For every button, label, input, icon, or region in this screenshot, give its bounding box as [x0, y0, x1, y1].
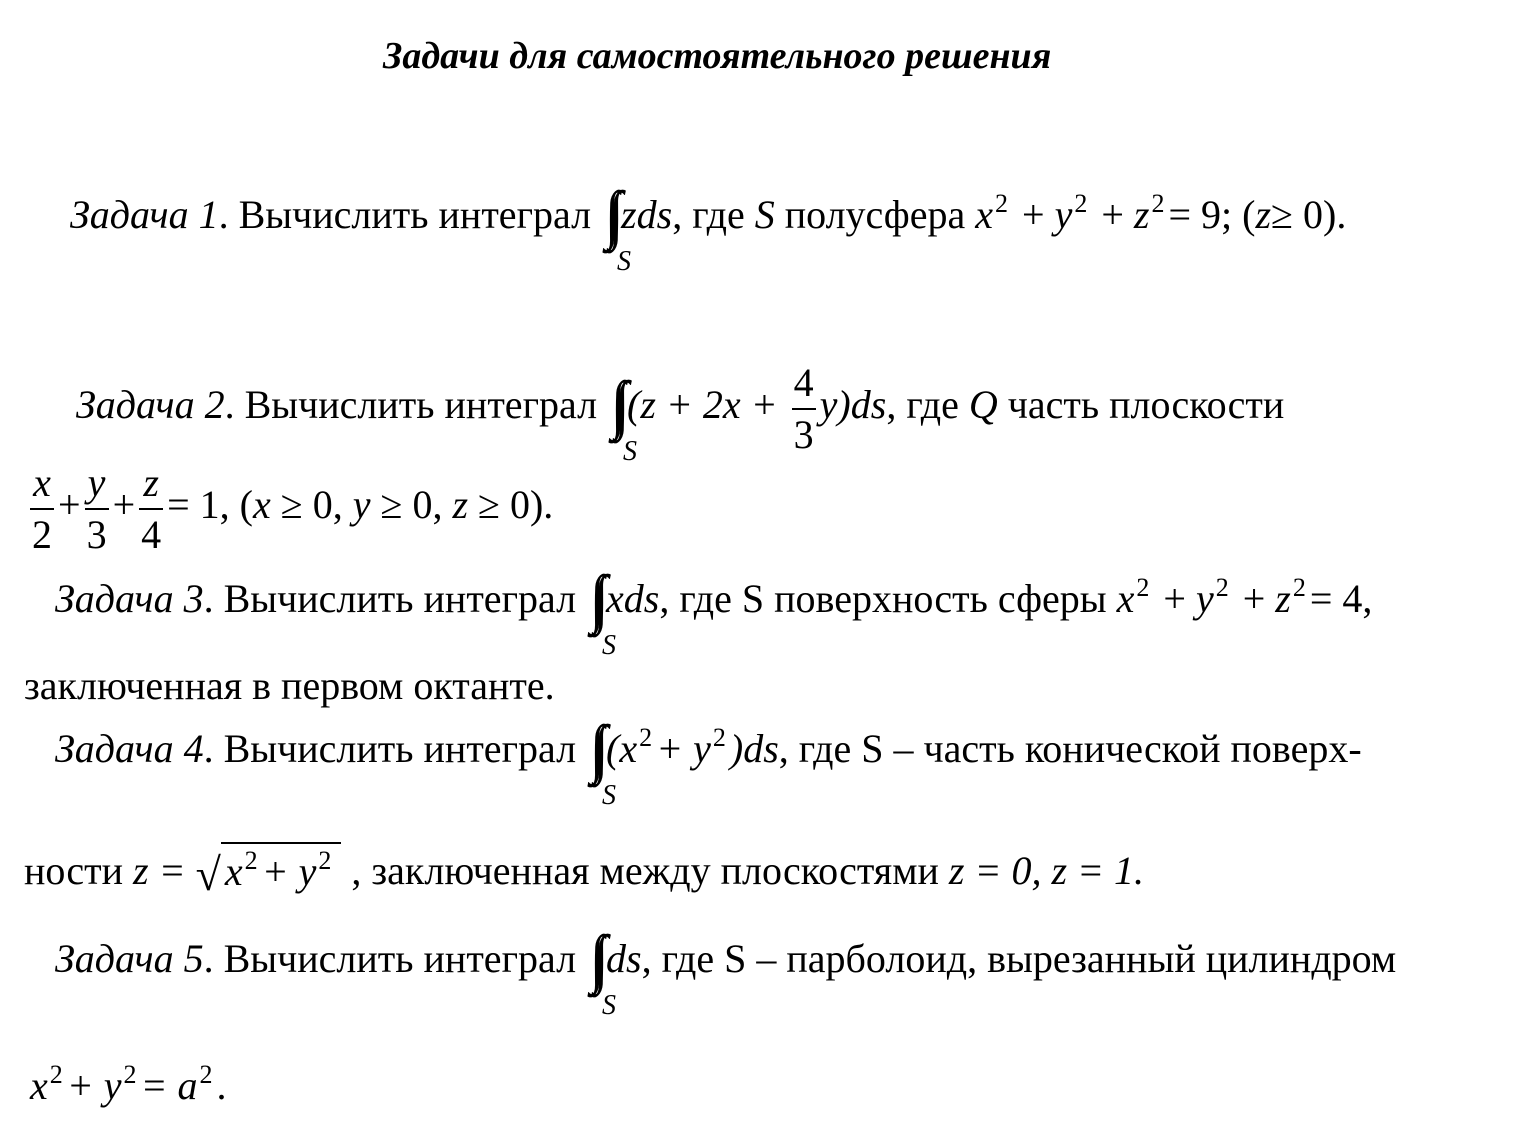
integral-domain: S: [617, 246, 632, 277]
sqrt-y: + y: [261, 849, 317, 894]
region-word: полусфера: [784, 192, 966, 237]
power: 2: [244, 846, 258, 875]
region-var: S: [754, 192, 775, 237]
problem-4: Задача 4. Вычислить интеграл S ($x^2 + y^2$ )ds, где S – часть конической поверх-: [55, 723, 1362, 811]
text-after: , где: [672, 192, 745, 237]
integral-domain: S: [602, 630, 617, 661]
cone-lhs: z =: [133, 848, 186, 893]
fraction: [30, 462, 54, 556]
plane-equation: $\frac{x}{2}$ + $\frac{y}{3}$ + $\frac{z}{4}$ = 1, (x ≥ 0, y ≥ 0, z ≥ 0).: [32, 460, 554, 557]
condition: ≥ 0).: [1271, 192, 1347, 237]
cond-2: ≥ 0,: [380, 482, 443, 528]
frac-den: 3: [86, 512, 107, 557]
sqrt-body: [221, 842, 342, 892]
integral-domain: S: [623, 436, 638, 468]
cond-1: ≥ 0,: [280, 482, 343, 528]
power: 2: [712, 723, 726, 752]
problem-5: Задача 5. Вычислить интеграл S ds, где S – парболоид, вырезанный цилиндром: [55, 936, 1397, 1021]
frac-den: 4: [141, 512, 162, 557]
fraction: [792, 362, 816, 456]
eq-y: y: [1054, 192, 1073, 237]
problem-label: Задача 5: [55, 936, 204, 981]
cyl-y: + y: [66, 1063, 122, 1108]
cont-word: ности: [24, 848, 124, 893]
text-after: , где S – парболоид, вырезанный цилиндром: [641, 936, 1397, 981]
power: 2: [123, 1060, 137, 1089]
power: 2: [639, 723, 653, 752]
cond-var: z: [1255, 192, 1272, 237]
integral-domain: S: [602, 990, 617, 1021]
integrand: zds: [621, 192, 673, 237]
cyl-a: = a: [140, 1063, 198, 1108]
power: 2: [199, 1060, 213, 1089]
eq-rhs: = 4,: [1309, 576, 1373, 621]
problem-label: Задача 2: [76, 382, 225, 428]
equation: $x^2 + y^2 + z^2 = 9$; (z≥ 0).: [975, 189, 1347, 237]
frac-num: x: [33, 460, 51, 505]
power: 2: [995, 189, 1008, 218]
problem-verb: Вычислить интеграл: [223, 936, 577, 981]
problem-verb: Вычислить интеграл: [223, 726, 577, 771]
problem-verb: Вычислить интеграл: [238, 192, 592, 237]
equation: $x^2 + y^2 + z^2 = 4$,: [1116, 573, 1373, 621]
cond-3: ≥ 0).: [478, 482, 554, 528]
cond-y: y: [352, 482, 371, 528]
cond-z: z: [452, 482, 469, 528]
power: 2: [318, 846, 332, 875]
problem-verb: Вычислить интеграл: [223, 576, 577, 621]
integrand-mid: + y: [656, 726, 711, 771]
problem-2: Задача 2. Вычислить интеграл S (z + 2x + $\frac{4}{3}$ y)ds, где Q часть плоскости: [76, 360, 1285, 468]
sqrt-icon: √: [195, 849, 221, 900]
cyl-x: x: [30, 1063, 48, 1108]
square-root: [195, 842, 342, 900]
plane-rhs: = 1, (: [167, 482, 254, 528]
region-word: часть плоскости: [1007, 382, 1285, 428]
cylinder-equation: [30, 1060, 227, 1108]
power: 2: [1215, 573, 1229, 602]
problem-3: Задача 3. Вычислить интеграл S xds, где S поверхность сферы $x^2 + y^2 + z^2 = 4$,: [55, 573, 1373, 661]
region-var: Q: [968, 382, 998, 428]
cont-text: , заключенная между плоскостями: [351, 848, 939, 893]
integrand-post: )ds: [729, 726, 779, 771]
planes: z = 0, z = 1.: [948, 848, 1145, 893]
power: 2: [1074, 189, 1088, 218]
text-after: , где S – часть конической поверх-: [778, 726, 1362, 771]
power: 2: [1136, 573, 1150, 602]
integrand-pre: (x: [606, 726, 638, 771]
sqrt-x: x: [224, 849, 243, 894]
power: 2: [1292, 573, 1306, 602]
period: .: [216, 1063, 227, 1108]
integrand: xds: [606, 576, 660, 621]
problem-verb: Вычислить интеграл: [244, 382, 598, 428]
power: 2: [1151, 189, 1165, 218]
eq-y: y: [1195, 576, 1214, 621]
eq-z: z: [1133, 192, 1150, 237]
page-title: Задачи для самостоятельного решения: [383, 35, 1052, 77]
eq-x: x: [1116, 576, 1135, 621]
problem-label: Задача 4: [55, 726, 204, 771]
frac-den: 3: [793, 412, 814, 457]
fraction: [139, 462, 163, 556]
frac-bar: [792, 408, 816, 410]
integrand-pre: (z + 2x +: [627, 382, 778, 428]
power: 2: [49, 1060, 63, 1089]
frac-den: 2: [32, 512, 52, 557]
frac-num: 4: [793, 360, 814, 405]
integral-domain: S: [602, 780, 617, 811]
cond-x: x: [253, 482, 271, 528]
problem-label: Задача 3: [55, 576, 204, 621]
problem-3-continuation: заключенная в первом октанте.: [24, 663, 555, 708]
text-after: , где S поверхность сферы: [659, 576, 1107, 621]
fraction: [85, 462, 109, 556]
text-after: , где: [886, 382, 959, 428]
integrand-post: y)ds: [819, 382, 887, 428]
frac-num: z: [143, 460, 159, 505]
frac-num: y: [87, 460, 106, 505]
eq-z: z: [1275, 576, 1291, 621]
integrand: ds: [606, 936, 642, 981]
eq-x: x: [975, 192, 993, 237]
eq-rhs: = 9; (: [1168, 192, 1256, 237]
problem-label: Задача 1: [70, 192, 219, 237]
integrand: [606, 723, 779, 771]
problem-4-continuation: [24, 842, 1145, 900]
problem-1: Задача 1. Вычислить интеграл S zds, где S полусфера $x^2 + y^2 + z^2 = 9$; (z≥ 0).: [70, 189, 1347, 277]
